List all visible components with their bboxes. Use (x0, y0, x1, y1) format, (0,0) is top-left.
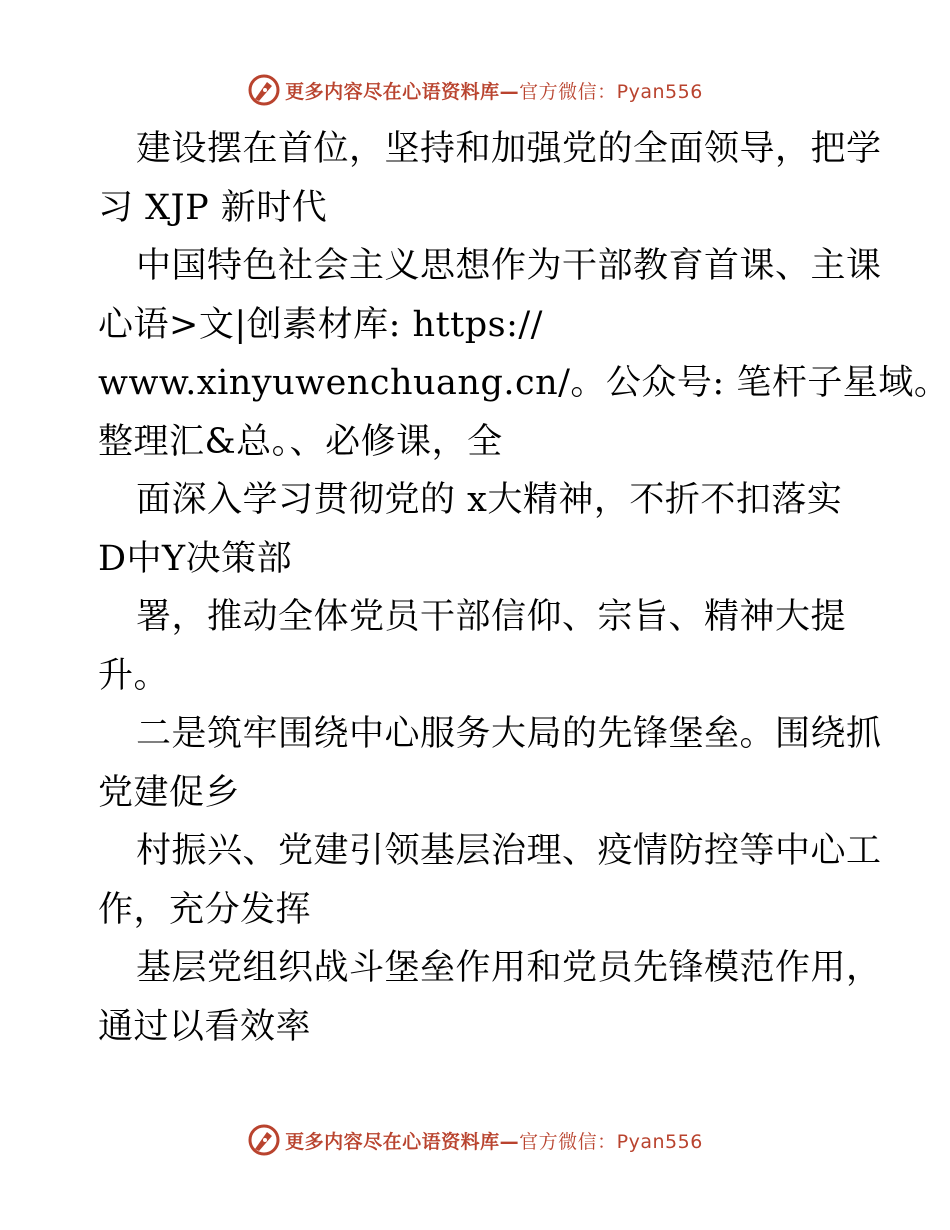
text-line: 升。 (98, 655, 170, 696)
pen-nib-circle-icon (247, 1123, 281, 1157)
text-line: 通过以看效率 (98, 1006, 312, 1047)
watermark-wechat: 官方微信：Pyan556 (519, 80, 703, 103)
text-line: 整理汇&总。、必修课，全 (98, 421, 503, 462)
text-line: 村振兴、党建引领基层治理、疫情防控等中心工 (136, 831, 882, 871)
pen-nib-circle-icon (247, 73, 281, 107)
text-line: 建设摆在首位，坚持和加强党的全面领导，把学 (136, 129, 882, 169)
watermark-title: 更多内容尽在心语资料库— (285, 1130, 520, 1153)
text-line: 习 XJP 新时代 (98, 187, 328, 228)
watermark-wechat: 官方微信：Pyan556 (519, 1130, 703, 1153)
header-watermark (0, 70, 950, 110)
text-line: 面深入学习贯彻党的 x大精神，不折不扣落实 (136, 480, 843, 520)
watermark-text (285, 1127, 703, 1154)
watermark-title: 更多内容尽在心语资料库— (285, 80, 520, 103)
text-line: 二是筑牢围绕中心服务大局的先锋堡垒。围绕抓 (136, 714, 882, 754)
text-line: 中国特色社会主义思想作为干部教育首课、主课 (136, 246, 882, 286)
document-body (98, 120, 950, 1056)
text-line: 署，推动全体党员干部信仰、宗旨、精神大提 (136, 597, 847, 637)
text-line: D中Y决策部 (98, 538, 293, 579)
text-line: www.xinyuwenchuang.cn/。公众号: 笔杆子星域。 (98, 363, 950, 403)
footer-watermark (0, 1120, 950, 1160)
text-line: 基层党组织战斗堡垒作用和党员先锋模范作用， (136, 948, 882, 988)
watermark-text (285, 77, 703, 104)
text-line: 作，充分发挥 (98, 889, 312, 930)
text-line: 心语>文|创素材库: https:// (98, 304, 543, 345)
text-line: 党建促乡 (98, 772, 241, 813)
